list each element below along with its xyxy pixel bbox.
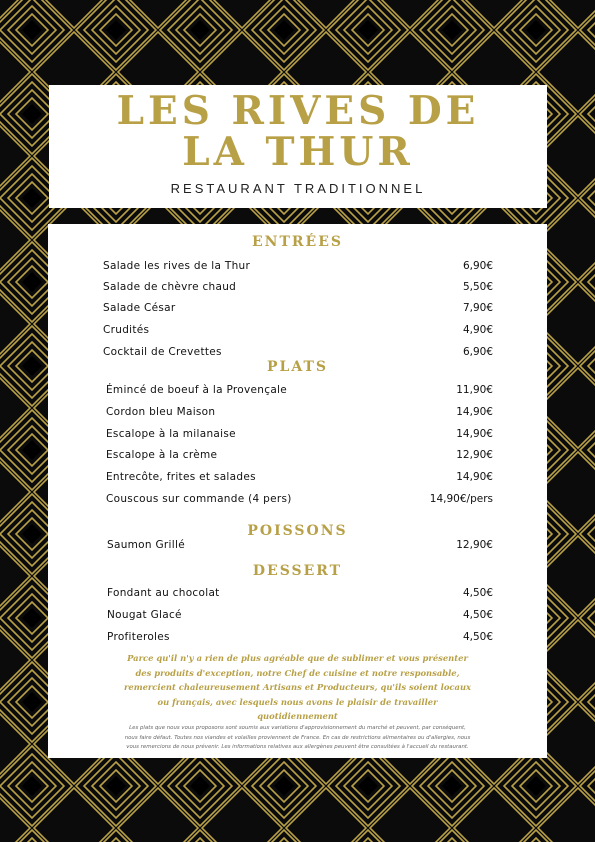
menu-item	[106, 493, 493, 509]
chef-note-line: des produits d'exception, notre Chef de cuisine et notre responsable,	[135, 667, 460, 678]
fine-print-line: nous faire défaut. Toutes nos viandes et volailles proviennent de France. En cas de restrictions alimentaires ou d'allergies, nous	[124, 734, 471, 741]
menu-item-name: Escalope à la crème	[106, 449, 218, 461]
restaurant-subtitle: RESTAURANT TRADITIONNEL	[170, 181, 426, 196]
section-title-poissons: POISSONS	[247, 523, 348, 539]
menu-item	[106, 384, 493, 400]
menu-item-price: 14,90€	[456, 406, 493, 418]
menu-item	[107, 587, 493, 603]
menu-item-price: 14,90€/pers	[429, 493, 493, 505]
menu-item	[107, 609, 493, 625]
menu-item-price: 4,50€	[462, 609, 493, 621]
menu-item-name: Nougat Glacé	[107, 609, 182, 621]
chef-note-line: remercient chaleureusement Artisans et Producteurs, qu'ils soient locaux	[123, 682, 472, 692]
fine-print-line: Les plats que nous vous proposons sont soumis aux variations d'approvisionnement du marché et peuvent, par conséquent,	[129, 725, 466, 731]
menu-item-price: 12,90€	[456, 539, 493, 551]
menu-item	[106, 406, 493, 422]
title-line-1: LES RIVES DE	[116, 88, 480, 134]
menu-item	[103, 324, 493, 340]
menu-item-name: Profiteroles	[107, 631, 170, 643]
menu-item-name: Fondant au chocolat	[107, 587, 220, 599]
chef-note-line: ou français, avec lesquels nous avons le plaisir de travailler	[157, 696, 438, 707]
chef-note-line: Parce qu'il n'y a rien de plus agréable que de sublimer et vous présenter	[127, 653, 468, 663]
menu-item-name: Salade les rives de la Thur	[103, 260, 251, 272]
menu-item-price: 11,90€	[456, 384, 493, 396]
menu-item-name: Cordon bleu Maison	[106, 406, 216, 418]
menu-item-name: Cocktail de Crevettes	[103, 346, 222, 358]
menu-item-price: 14,90€	[456, 428, 493, 440]
menu-item-name: Escalope à la milanaise	[106, 428, 236, 440]
fine-print-line: vous remercions de nous prévenir. Les informations relatives aux allergènes peuvent être consultées à l'accueil du restaurant.	[126, 744, 469, 750]
menu-item	[106, 471, 493, 487]
section-title-plats: PLATS	[267, 359, 328, 375]
menu-item-name: Crudités	[103, 324, 150, 336]
menu-item	[107, 631, 493, 647]
menu-item-price: 7,90€	[462, 302, 493, 314]
chef-note-line: quotidiennement	[257, 711, 338, 721]
chef-note	[48, 651, 547, 724]
menu-item-price: 6,90€	[462, 260, 493, 272]
section-title-entrees: ENTRÉES	[252, 234, 343, 250]
menu-item-name: Saumon Grillé	[107, 539, 185, 551]
menu-item-name: Entrecôte, frites et salades	[106, 471, 256, 483]
menu-item	[103, 281, 493, 297]
menu-item	[107, 539, 493, 555]
menu-item	[106, 428, 493, 444]
section-title-dessert: DESSERT	[252, 563, 343, 579]
menu-item-name: Émincé de boeuf à la Provençale	[106, 384, 288, 396]
menu-item	[103, 302, 493, 318]
menu-item-price: 6,90€	[462, 346, 493, 358]
menu-item-price: 12,90€	[456, 449, 493, 461]
menu-card	[48, 224, 547, 758]
restaurant-title	[49, 88, 547, 175]
menu-item-price: 4,90€	[462, 324, 493, 336]
menu-item-price: 4,50€	[462, 631, 493, 643]
menu-item-name: Salade César	[103, 302, 176, 314]
menu-item	[106, 449, 493, 465]
title-line-2: LA THUR	[182, 129, 414, 175]
menu-item-price: 14,90€	[456, 471, 493, 483]
header-card	[49, 85, 547, 208]
menu-item-name: Salade de chèvre chaud	[103, 281, 237, 293]
menu-item-price: 5,50€	[462, 281, 493, 293]
menu-item	[103, 260, 493, 276]
menu-item-name: Couscous sur commande (4 pers)	[106, 493, 292, 505]
fine-print	[78, 724, 517, 753]
menu-item-price: 4,50€	[462, 587, 493, 599]
